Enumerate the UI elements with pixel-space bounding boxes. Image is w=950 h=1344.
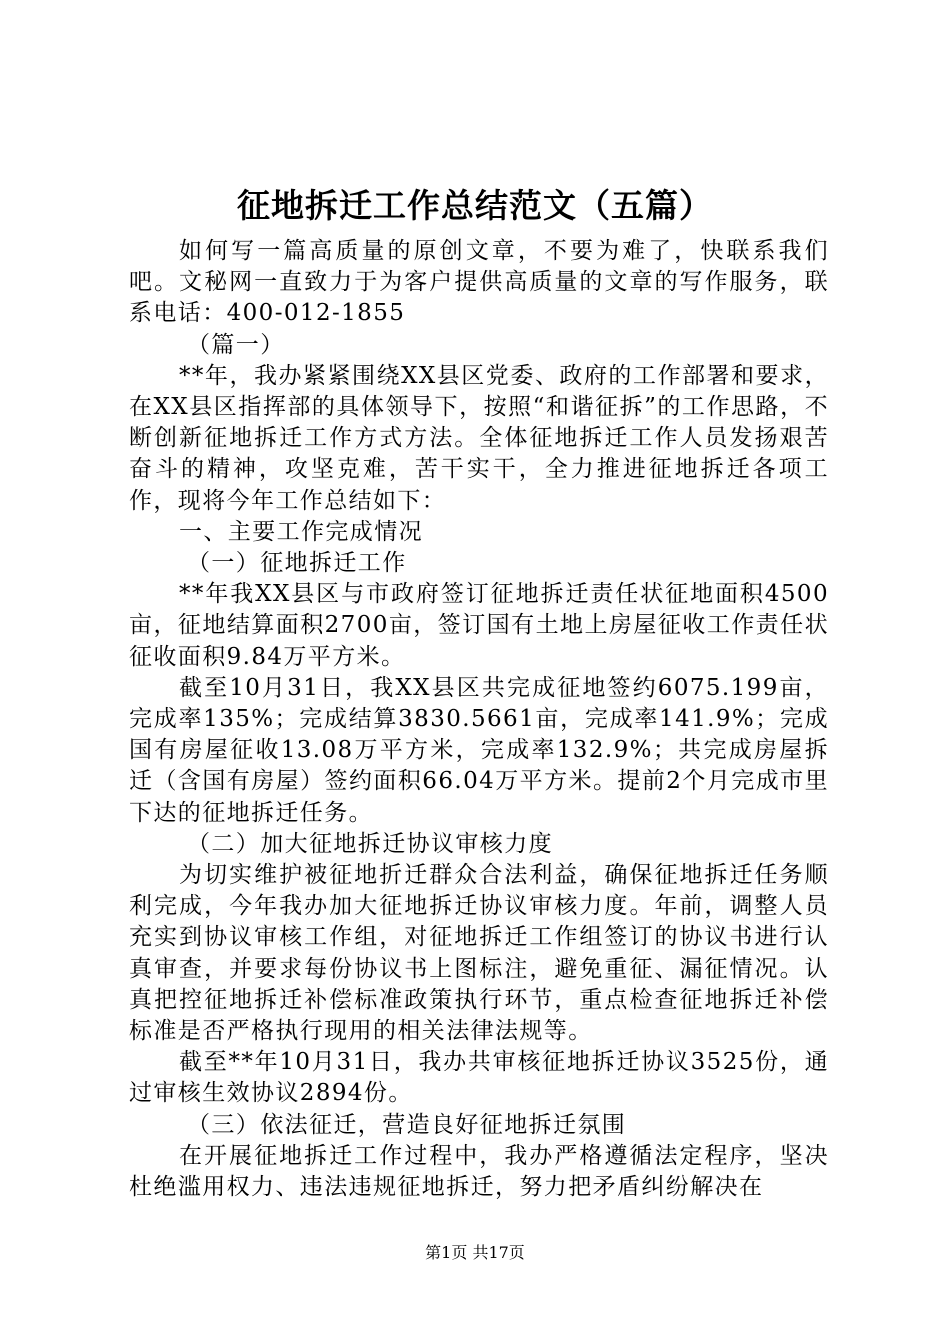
- body-paragraph: 在开展征地拆迁工作过程中，我办严格遵循法定程序，坚决杜绝滥用权力、违法违规征地拆迁，努力把矛盾纠纷解决在: [129, 1142, 829, 1201]
- body-paragraph: **年，我办紧紧围绕XX县区党委、政府的工作部署和要求，在XX县区指挥部的具体领导下，按照“和谐征拆”的工作思路，不断创新征地拆迁工作方式方法。全体征地拆迁工作人员发扬艰苦奋斗的精神，攻坚克难，苦干实干，全力推进征地拆迁各项工作，现将今年工作总结如下：: [129, 362, 829, 514]
- page-footer: 第1页 共17页: [425, 1243, 525, 1262]
- body-paragraph: 截至10月31日，我XX县区共完成征地签约6075.199亩，完成率135%；完成结算3830.5661亩，完成率141.9%；完成国有房屋征收13.08万平方米，完成率132.9%；共完成房屋拆迁（含国有房屋）签约面积66.04万平方米。提前2个月完成市里下达的征地拆迁任务。: [129, 674, 829, 826]
- heading-main-work: 一、主要工作完成情况: [179, 518, 423, 545]
- document-body: [129, 236, 829, 1203]
- document-title: 征地拆迁工作总结范文（五篇）: [237, 186, 713, 225]
- body-paragraph: **年我XX县区与市政府签订征地拆迁责任状征地面积4500亩，征地结算面积2700亩，签订国有土地上房屋征收工作责任状征收面积9.84万平方米。: [129, 581, 829, 670]
- section-label: （篇一）: [187, 331, 285, 358]
- body-paragraph: 为切实维护被征地折迁群众合法利益，确保征地拆迁任务顺利完成，今年我办加大征地拆迁协议审核力度。年前，调整人员充实到协议审核工作组，对征地拆迁工作组签订的协议书进行认真审查，并要求每份协议书上图标注，避免重征、漏征情况。认真把控征地拆迁补偿标准政策执行环节，重点检查征地拆迁补偿标准是否严格执行现用的相关法律法规等。: [129, 862, 829, 1045]
- intro-paragraph: 如何写一篇高质量的原创文章，不要为难了，快联系我们吧。文秘网一直致力于为客户提供高质量的文章的写作服务，联系电话：400-012-1855: [129, 238, 829, 327]
- body-paragraph: 截至**年10月31日，我办共审核征地拆迁协议3525份，通过审核生效协议2894份。: [129, 1049, 829, 1107]
- subheading: （一）征地拆迁工作: [187, 550, 407, 577]
- subheading: （三）依法征迁，营造良好征地拆迁氛围: [187, 1111, 627, 1138]
- subheading: （二）加大征地拆迁协议审核力度: [187, 830, 553, 857]
